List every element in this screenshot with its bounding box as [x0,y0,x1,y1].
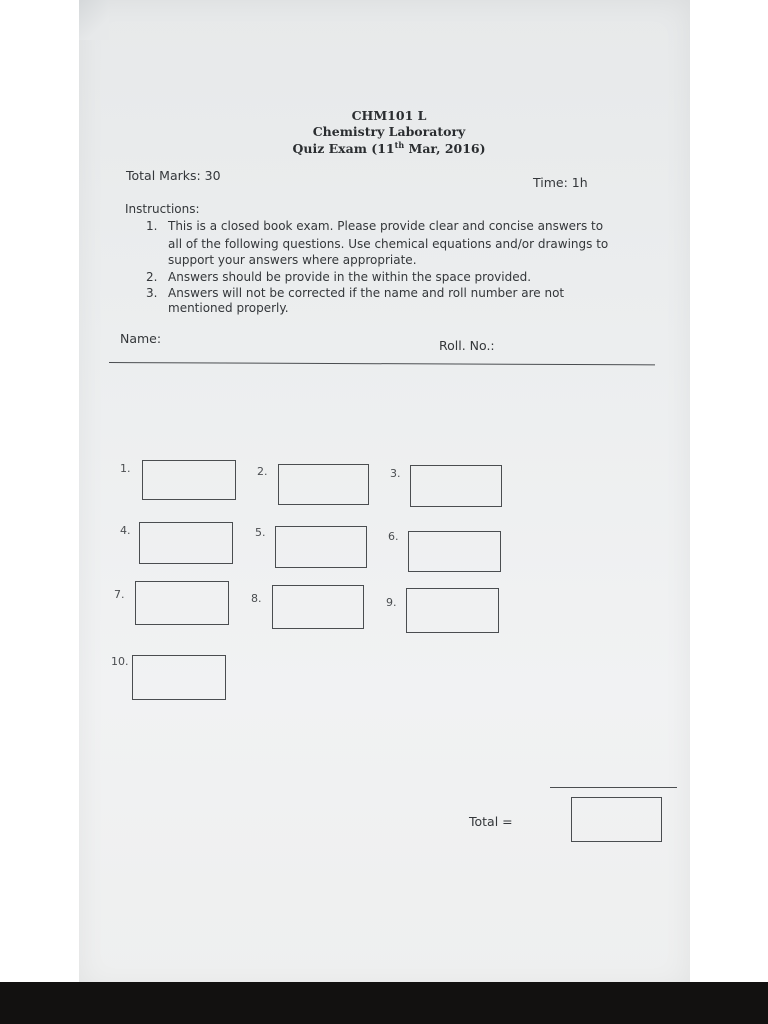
instruction-1-num: 1. [146,219,158,233]
question-9-number: 9. [386,596,397,609]
instruction-3-line-1: Answers will not be corrected if the name and roll number are not [168,286,565,300]
paper-fold [79,0,109,40]
question-9-score-box[interactable] [406,588,499,633]
question-6-number: 6. [388,530,399,543]
instruction-3-line-2: mentioned properly. [168,301,289,315]
question-7-number: 7. [114,588,125,601]
question-2-number: 2. [257,465,268,478]
right-margin [690,0,768,1024]
instruction-1-line-3: support your answers where appropriate. [168,253,417,267]
total-marks: Total Marks: 30 [126,168,221,183]
question-3-score-box[interactable] [410,465,502,507]
exam-title-suffix: Mar, 2016) [404,141,486,157]
question-4-number: 4. [120,524,131,537]
instruction-1-line-1: This is a closed book exam. Please provide clear and concise answers to [168,219,604,233]
name-label: Name: [120,331,162,346]
question-2-score-box[interactable] [278,464,369,505]
question-10-number: 10. [111,655,129,668]
exam-title-sup: th [394,140,405,150]
question-5-score-box[interactable] [275,526,367,568]
question-3-number: 3. [390,467,401,480]
question-8-score-box[interactable] [272,585,364,629]
instruction-2-num: 2. [146,270,158,284]
roll-number-label: Roll. No.: [439,338,495,353]
question-8-number: 8. [251,592,262,605]
total-label: Total = [469,814,513,829]
exam-title-prefix: Quiz Exam (11 [292,141,395,157]
question-1-number: 1. [120,462,131,475]
instruction-1-line-2: all of the following questions. Use chemical equations and/or drawings to [168,237,609,251]
question-1-score-box[interactable] [142,460,236,500]
backdrop-bottom [0,982,768,1024]
question-4-score-box[interactable] [139,522,233,564]
instruction-2-line-1: Answers should be provide in the within the space provided. [168,270,532,284]
question-6-score-box[interactable] [408,531,501,572]
instruction-3-num: 3. [146,286,158,300]
question-7-score-box[interactable] [135,581,229,625]
time-limit: Time: 1h [533,175,588,190]
total-score-box[interactable] [571,797,662,842]
exam-title [292,140,485,156]
instructions-title: Instructions: [125,202,200,216]
question-10-score-box[interactable] [132,655,226,700]
left-margin [0,0,79,1024]
course-name: Chemistry Laboratory [312,124,466,139]
total-rule [550,787,677,788]
course-code: CHM101 L [351,108,427,123]
question-5-number: 5. [255,526,266,539]
